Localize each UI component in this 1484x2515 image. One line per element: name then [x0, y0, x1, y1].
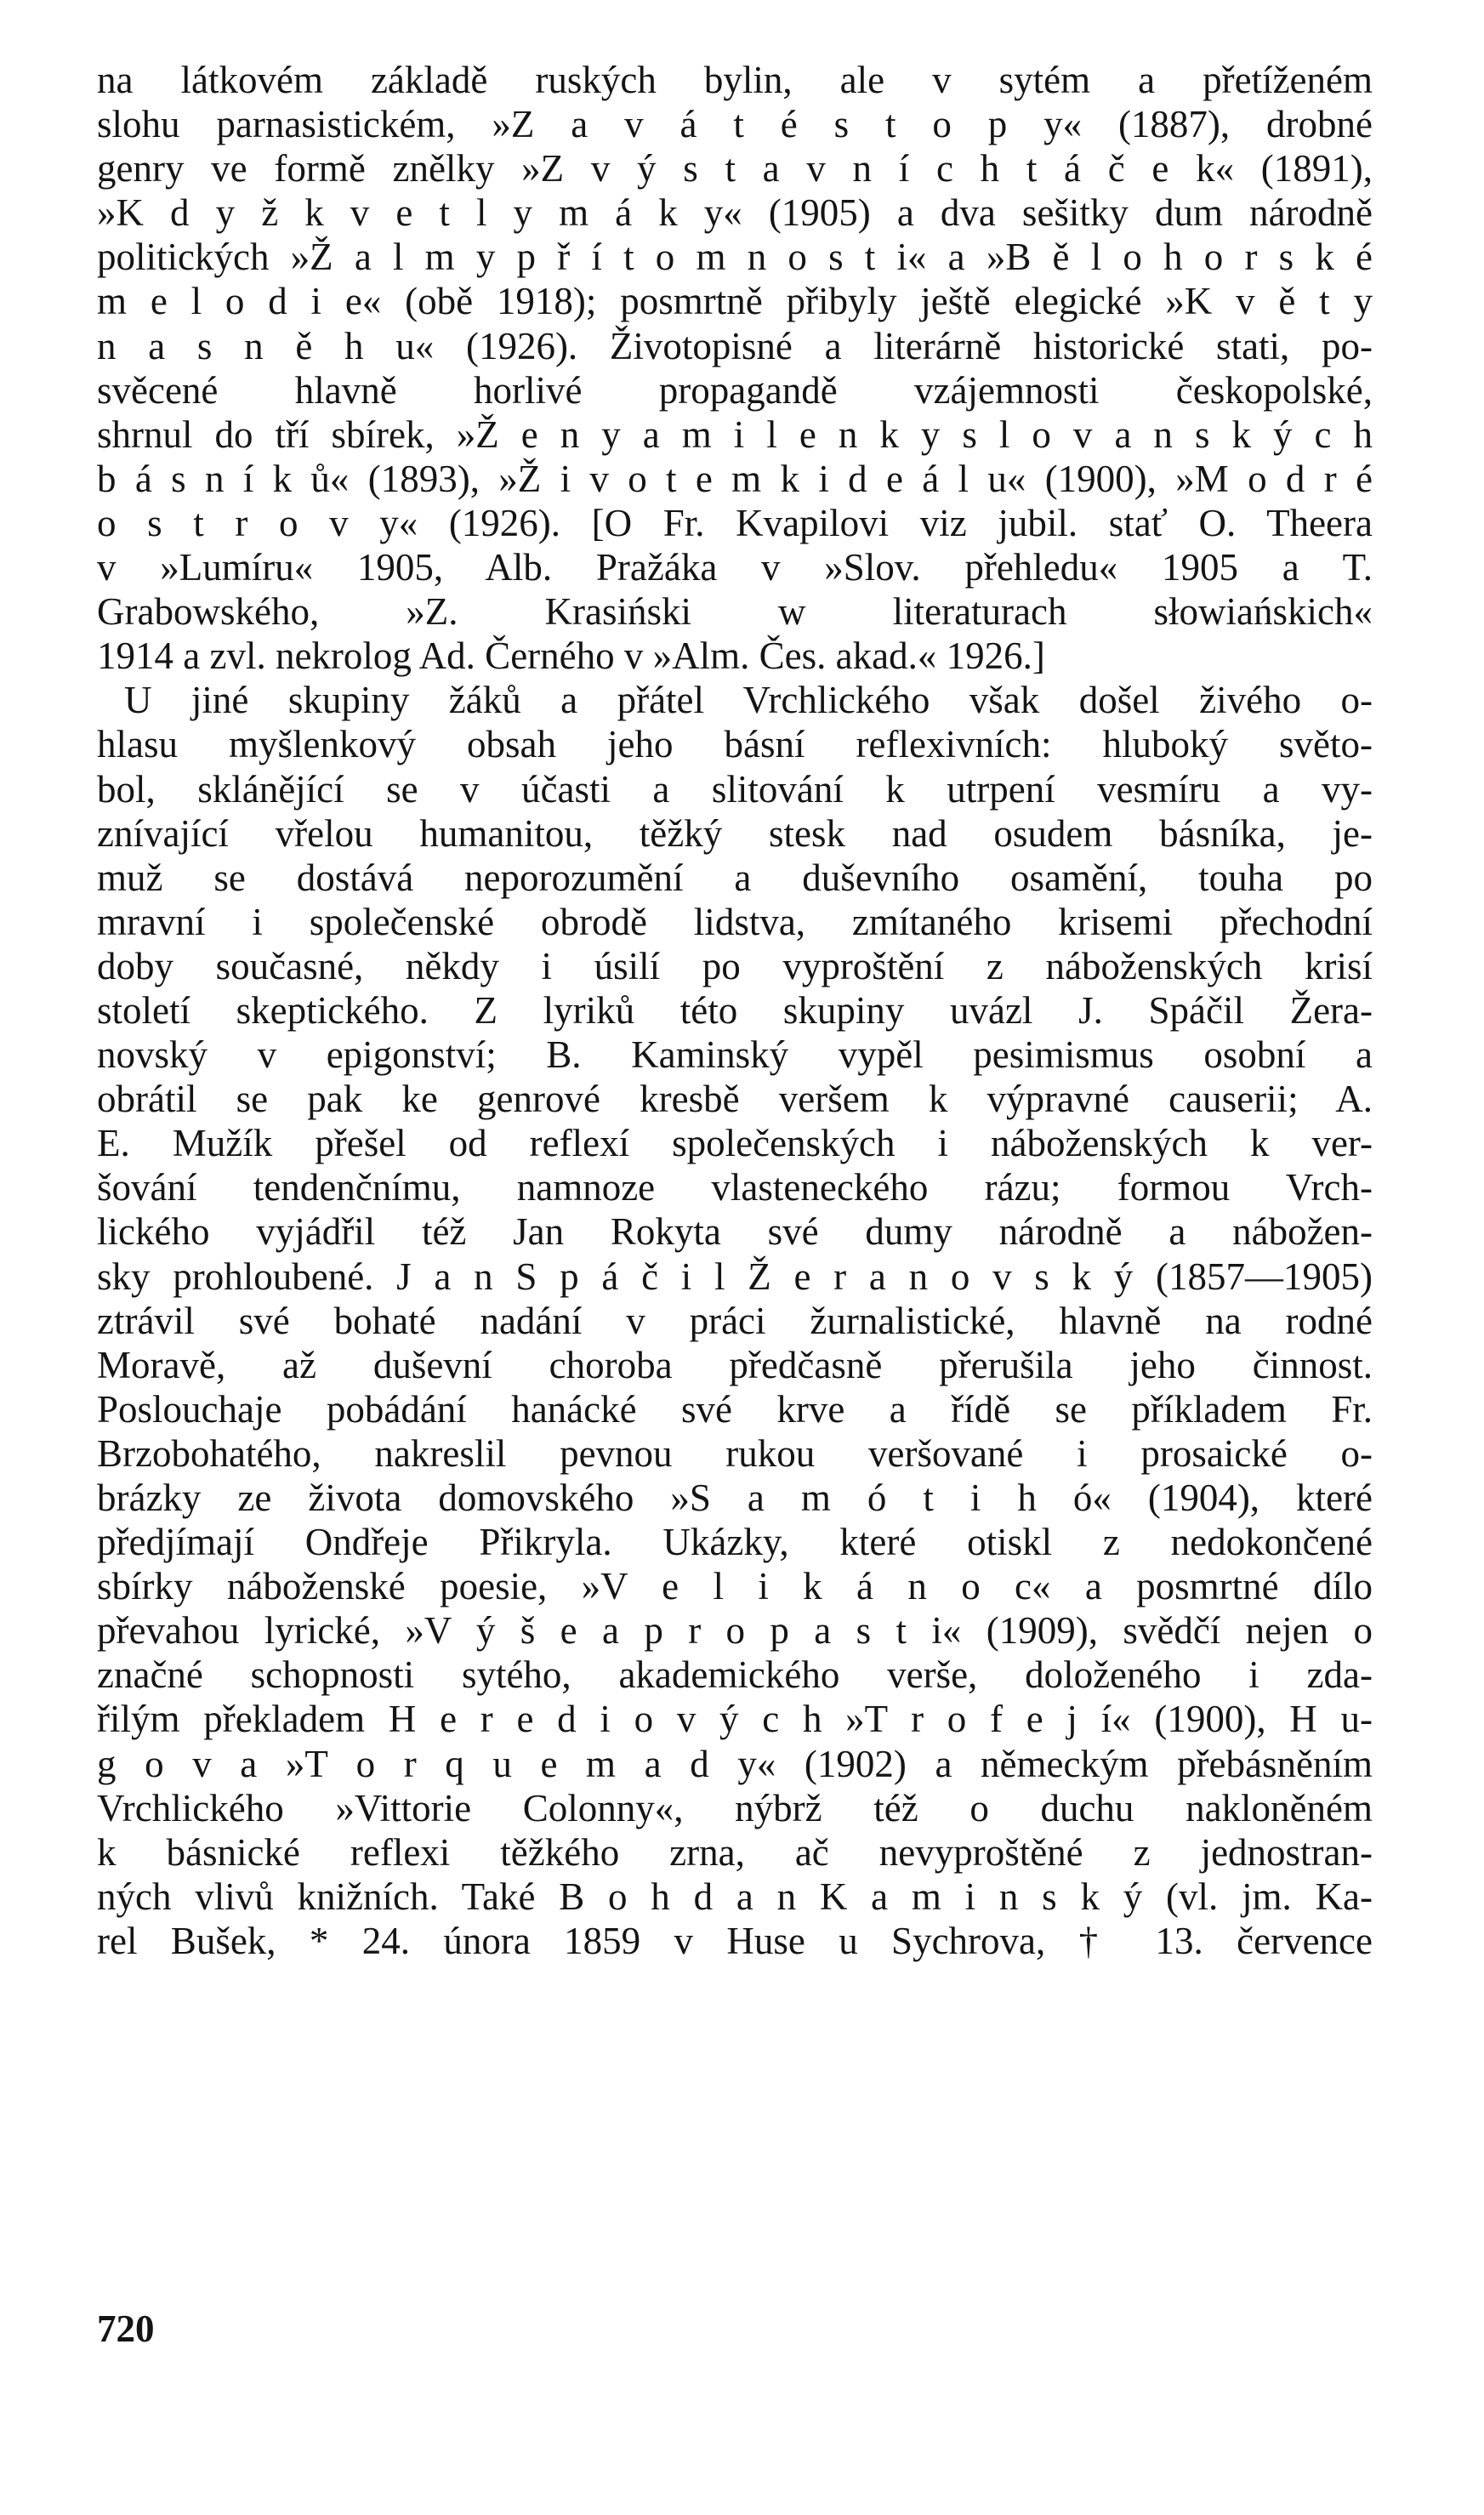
text-line: »K d y ž k v e t l y m á k y« (1905) a dva sešitky dum národně: [97, 191, 1373, 235]
text-line: století skeptického. Z lyriků této skupiny uvázl J. Spáčil Žera-: [97, 988, 1373, 1032]
text-line: 1914 a zvl. nekrolog Ad. Černého v »Alm. Čes. akad.« 1926.]: [97, 634, 1045, 678]
text-line: předjímají Ondřeje Přikryla. Ukázky, které otiskl z nedokončené: [97, 1521, 1373, 1564]
text-line: o s t r o v y« (1926). [O Fr. Kvapilovi viz jubil. stať O. Theera: [97, 501, 1373, 544]
text-line: Brzobohatého, nakreslil pevnou rukou veršované i prosaické o-: [97, 1431, 1373, 1475]
text-line: slohu parnasistickém, »Z a v á t é s t o p y« (1887), drobné: [97, 103, 1373, 146]
text-line: shrnul do tří sbírek, »Ž e n y a m i l e n k y s l o v a n s k ý c h: [97, 413, 1373, 456]
text-line: b á s n í k ů« (1893), »Ž i v o t e m k i d e á l u« (1900), »M o d r é: [97, 457, 1373, 500]
paragraph-start-line: U jiné skupiny žáků a přátel Vrchlického však došel živého o-: [124, 679, 1373, 722]
text-line: převahou lyrické, »V ý š e a p r o p a s t i« (1909), svědčí nejen o: [97, 1609, 1373, 1653]
text-line: genry ve formě znělky »Z v ý s t a v n í c h t á č e k« (1891),: [97, 147, 1373, 191]
text-line: sbírky náboženské poesie, »V e l i k á n o c« a posmrtné dílo: [97, 1565, 1373, 1608]
text-line: Poslouchaje pobádání hanácké své krve a řídě se příkladem Fr.: [97, 1387, 1373, 1431]
text-line: m e l o d i e« (obě 1918); posmrtně přibyly ještě elegické »K v ě t y: [97, 280, 1373, 323]
text-line: muž se dostává neporozumění a duševního osamění, touha po: [97, 856, 1373, 899]
text-line: bol, sklánějící se v účasti a slitování k utrpení vesmíru a vy-: [97, 767, 1373, 811]
text-line: šování tendenčnímu, namnoze vlasteneckého rázu; formou Vrch-: [97, 1166, 1373, 1209]
text-line: E. Mužík přešel od reflexí společenských i náboženských k ver-: [97, 1122, 1373, 1165]
text-line: mravní i společenské obrodě lidstva, zmítaného krisemi přechodní: [97, 900, 1373, 943]
text-line: rel Bušek, * 24. února 1859 v Huse u Sychrova, † 13. července: [97, 1919, 1373, 1962]
text-line: politických »Ž a l m y p ř í t o m n o s t i« a »B ě l o h o r s k é: [97, 236, 1373, 279]
text-line: brázky ze života domovského »S a m ó t i h ó« (1904), které: [97, 1477, 1373, 1519]
text-line: sky prohloubené. J a n S p á č i l Ž e r a n o v s k ý (1857—1905): [97, 1255, 1373, 1298]
text-line: v »Lumíru« 1905, Alb. Pražáka v »Slov. přehledu« 1905 a T.: [97, 546, 1373, 589]
body-text: [97, 58, 1373, 1963]
text-line: značné schopnosti sytého, akademického verše, doloženého i zda-: [97, 1653, 1373, 1697]
text-line: ných vlivů knižních. Také B o h d a n K a m i n s k ý (vl. jm. Ka-: [97, 1875, 1373, 1918]
text-line: Vrchlického »Vittorie Colonny«, nýbrž též o duchu nakloněném: [97, 1786, 1373, 1829]
text-line: obrátil se pak ke genrové kresbě veršem k výpravné causerii; A.: [97, 1078, 1373, 1121]
page-number: 720: [97, 2307, 155, 2350]
text-line: znívající vřelou humanitou, těžký stesk nad osudem básníka, je-: [97, 811, 1373, 855]
text-line: Moravě, až duševní choroba předčasně přerušila jeho činnost.: [97, 1343, 1373, 1386]
text-line: řilým překladem H e r e d i o v ý c h »T r o f e j í« (1900), H u-: [97, 1698, 1373, 1741]
text-line: g o v a »T o r q u e m a d y« (1902) a německým přebásněním: [97, 1742, 1373, 1785]
text-line: lického vyjádřil též Jan Rokyta své dumy národně a nábožen-: [97, 1210, 1373, 1254]
text-line: novský v epigonství; B. Kaminský vypěl pesimismus osobní a: [97, 1033, 1373, 1077]
text-line: hlasu myšlenkový obsah jeho básní reflexivních: hluboký světo-: [97, 723, 1373, 766]
text-line: k básnické reflexi těžkého zrna, ač nevyproštěné z jednostran-: [97, 1830, 1373, 1874]
text-line: doby současné, někdy i úsilí po vyproštění z náboženských krisí: [97, 944, 1373, 987]
text-line: ztrávil své bohaté nadání v práci žurnalistické, hlavně na rodné: [97, 1299, 1373, 1342]
text-line: svěcené hlavně horlivé propagandě vzájemnosti českopolské,: [97, 368, 1373, 412]
text-line: n a s n ě h u« (1926). Životopisné a literárně historické stati, po-: [97, 324, 1373, 367]
text-line: na látkovém základě ruských bylin, ale v sytém a přetíženém: [97, 59, 1373, 101]
text-line: Grabowského, »Z. Krasiński w literaturach słowiańskich«: [97, 590, 1373, 634]
